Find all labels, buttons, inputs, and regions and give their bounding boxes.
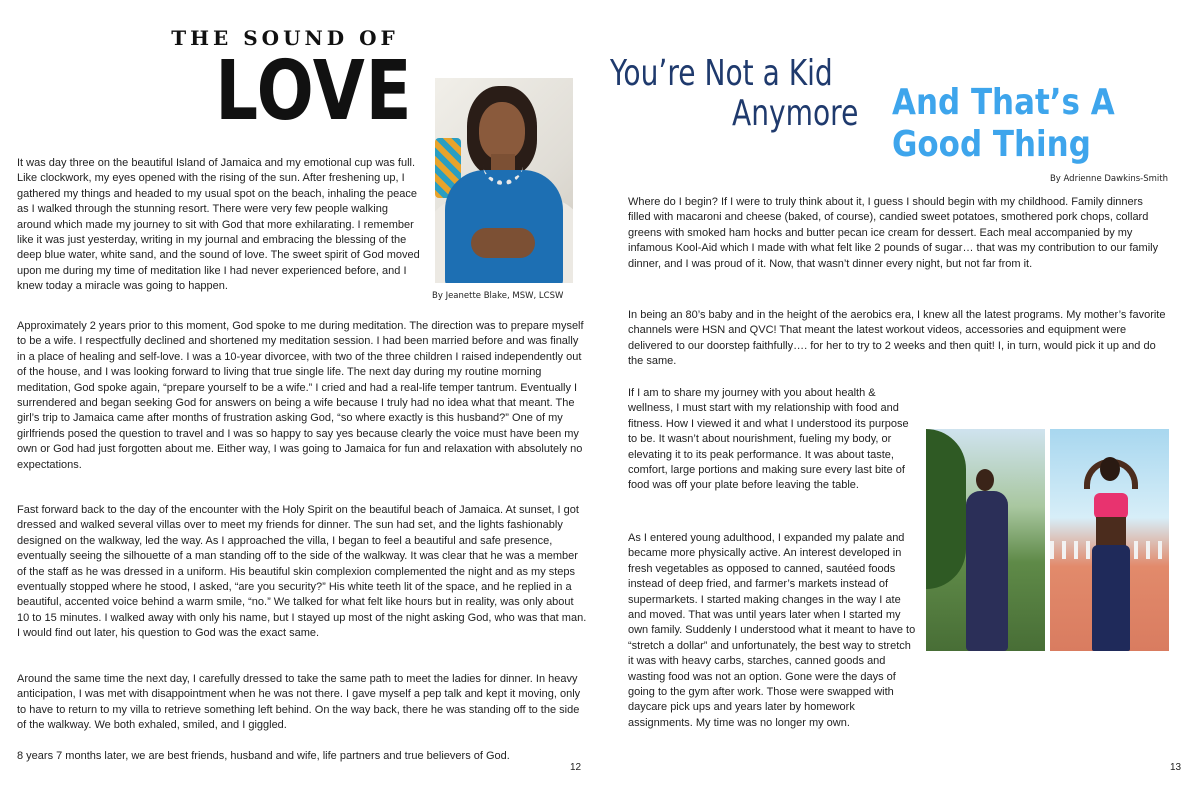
page-number: 13 xyxy=(1170,762,1182,773)
before-photo xyxy=(926,429,1045,651)
before-after-photo xyxy=(926,429,1169,651)
paragraph-2: Approximately 2 years prior to this moment, God spoke to me during meditation. The direction was to prepare myself to be a wife. I respectfully declined and shortened my meditation session. I had been married before and was finally in a place of healing and self-love. I was a 10-year divorcee, with two of the three children I raised independently out of the house, and I was looking forward to living that true single life. The next day during my routine morning meditation, God spoke again, “prepare yourself to be a wife.” I cried and had a real-life temper tantrum. Eventually I surrendered and began seeking God for answers on being a wife because I truly had no idea what that meant. The girl’s trip to Jamaica came after months of frustration asking God, “so where exactly is this husband?” One of my girlfriends posed the question to travel and I was so happy to say yes because clearly the voice must have been my own or God had just forgotten about me. Either way, I was going to Jamaica for fun and relaxation with absolutely no expectations. xyxy=(17,320,584,471)
article-kicker: THE SOUND OF xyxy=(171,26,399,50)
title-line-4: Good Thing xyxy=(892,124,1091,165)
title-line-2: Anymore xyxy=(732,93,859,134)
author-byline: By Adrienne Dawkins-Smith xyxy=(1049,174,1168,184)
title-line-1: You’re Not a Kid xyxy=(610,53,833,94)
article-headline: LOVE xyxy=(215,44,413,139)
author-byline: By Jeanette Blake, MSW, LCSW xyxy=(432,291,564,301)
right-page xyxy=(600,0,1200,793)
paragraph-2: In being an 80’s baby and in the height of the aerobics era, I knew all the latest programs. My mother’s favorite channels were HSN and QVC! That meant the latest workout videos, accessories and equipment were delivered to our doorstep faithfully…. for her to try to 2 weeks and then quit! I, in turn, would pick it up and do the same. xyxy=(628,309,1166,368)
paragraph-4: Around the same time the next day, I carefully dressed to take the same path to meet the ladies for dinner. In heavy anticipation, I was met with disappointment when he was not there. I gave myself a pep talk and kept it moving, only to have to return to my villa to retrieve something left behind. On the way back, there he was standing off to the side of the walkway. We both exhaled, smiled, and I giggled. xyxy=(17,673,581,732)
paragraph-4: As I entered young adulthood, I expanded my palate and became more physically active. An interest developed in fresh vegetables as opposed to canned, sautéed foods instead of deep fried, and farmer’s markets instead of supermarkets. I started making changes in the way I ate and moved. That was until years later when I started my own family. Suddenly I understood what it meant to have to “stretch a dollar” and unfortunately, the best way to stretch it was with heavy carbs, starches, canned goods and wasting food was not an option. Gone were the days of going to the gym after work. Those were swapped with daycare pick ups and years later by homework assignments. My time was no longer my own. xyxy=(628,532,916,729)
paragraph-1: Where do I begin? If I were to truly think about it, I guess I should begin with my childhood. Family dinners filled with macaroni and cheese (baked, of course), candied sweet potatoes, smothered pork chops, collard greens with smoked ham hocks and butter pecan ice cream for dessert. Each meal accompanied by my infamous Kool-Aid which I made with what felt like 2 pounds of sugar… that was my contribution to our family dinner, and I was proud of it. Now, that wasn’t dinner every night, but not far from it. xyxy=(628,196,1159,270)
author-portrait-photo xyxy=(435,78,573,283)
after-photo xyxy=(1050,429,1169,651)
paragraph-5: 8 years 7 months later, we are best friends, husband and wife, life partners and true believers of God. xyxy=(17,750,510,762)
paragraph-1: It was day three on the beautiful Island of Jamaica and my emotional cup was full. Like clockwork, my eyes opened with the rising of the sun. After freshening up, I gathered my things and headed to my usual spot on the beach, inhaling the peace as I walked through the stunning resort. There were very few people walking around which made my journey to sit with God that more exhilarating. I remember like it was just yesterday, writing in my journal and embracing the blessing of the deep blue water, white sand, and the sound of love. The sweet spirit of God moved upon me during my time of meditation like I had never experienced before, and I knew today a miracle was going to happen. xyxy=(17,157,420,293)
paragraph-3: If I am to share my journey with you about health & wellness, I must start with my relationship with food and fitness. How I viewed it and what I understood its purpose to be. It wasn’t about nourishment, fueling my body, or elevating it to its peak performance. It was about taste, comfort, large portions and making sure every last bite of food was off your plate before leaving the table. xyxy=(628,387,909,492)
page-number: 12 xyxy=(570,762,582,773)
paragraph-3: Fast forward back to the day of the encounter with the Holy Spirit on the beautiful beach of Jamaica. At sunset, I got dressed and walked several villas over to meet my friends for dinner. The sun had set, and the lights fashionably designed on the walkway, led the way. As I approached the villa, I began to feel a beautiful and safe presence, eventually seeing the silhouette of a man standing off to the side of the walkway. It was clear that he was a member of the staff as he was dressed in a uniform. His beautiful skin complexion complemented the night and as my steps eventually stopped where he stood, I asked, “are you security?” His white teeth lit of the space, and he replied in a beautiful, accented voice behind a warm smile, “no.” We talked for what felt like hours but in reality, was only about 10 to 15 minutes. I walked away with only his name, but I stayed up most of the night asking God, who was that man. I would find out later, his question to God was the exact same. xyxy=(17,504,587,640)
title-line-3: And That’s A xyxy=(892,82,1115,123)
